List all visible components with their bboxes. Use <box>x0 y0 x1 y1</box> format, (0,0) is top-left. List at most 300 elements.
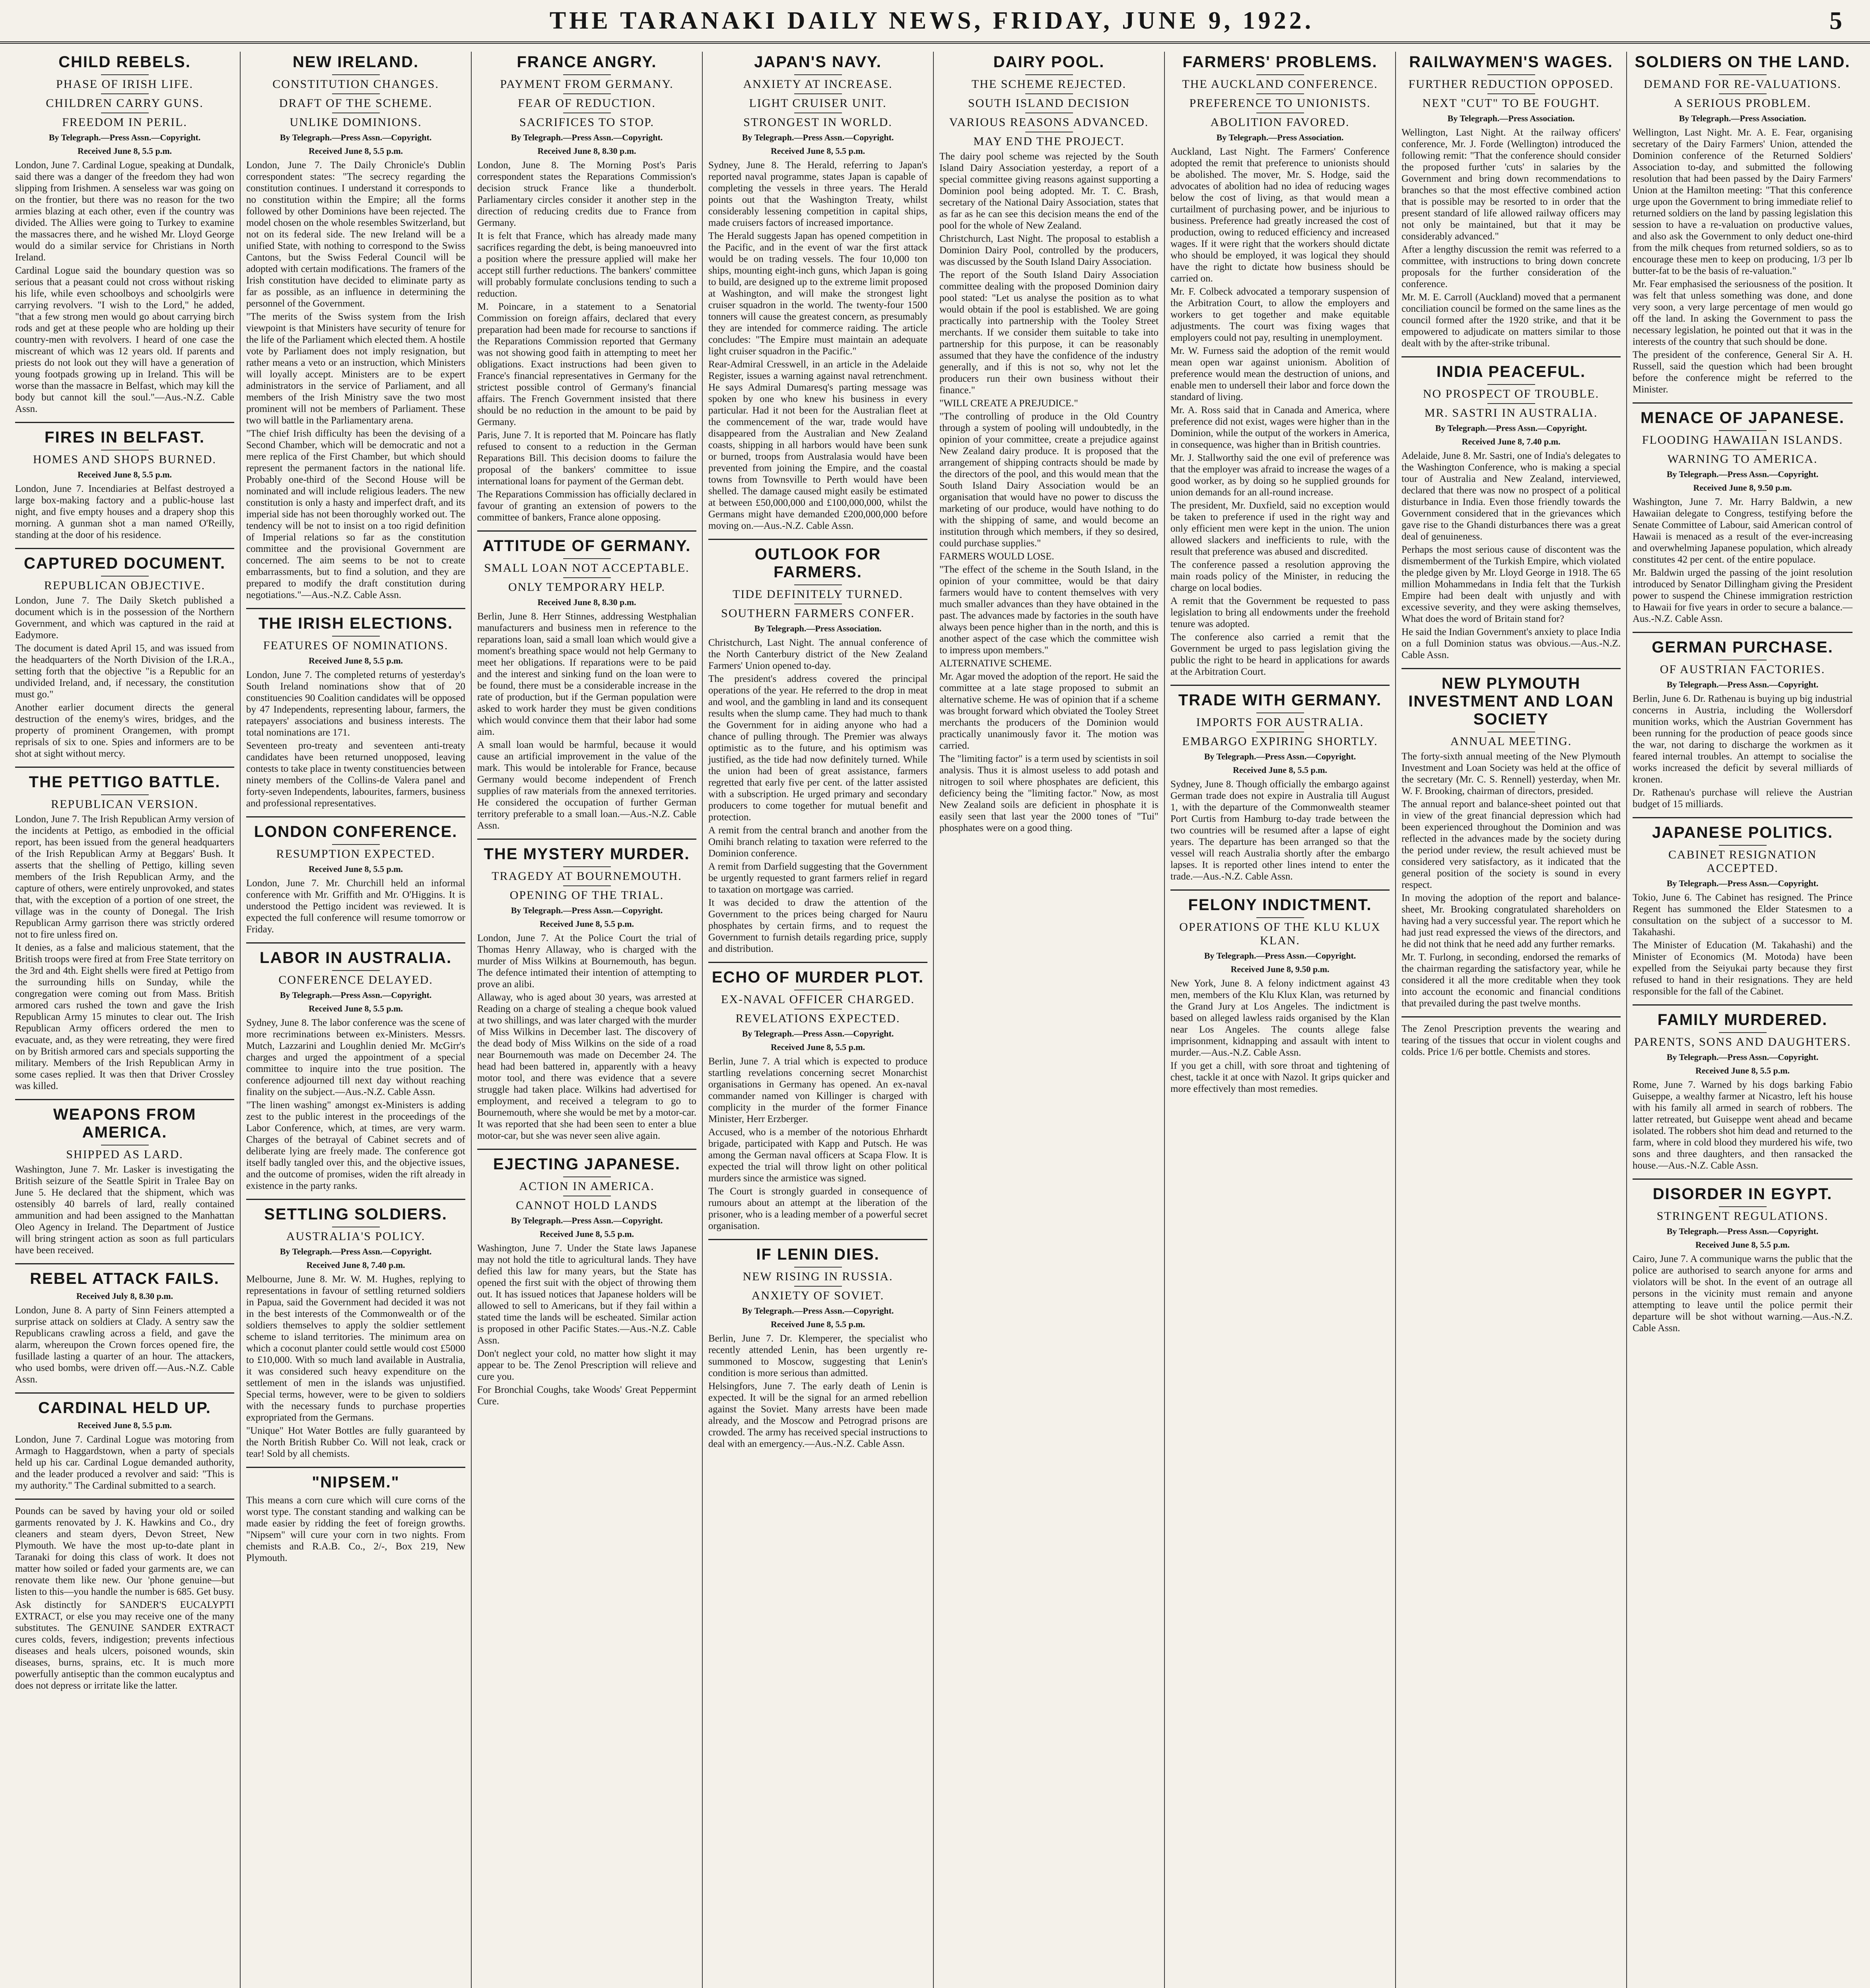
paragraph: "The chief Irish difficulty has been the devising of a Second Chamber, which will be democratic and not a mere replica of the First Chamber, but which should represent the permanent factors in the national life. Probably one-third of the Second House will be nominated and will include religious leaders. The new constitution is only a hasty and imperfect draft, and its imperial side has not been thoroughly worked out. The tendency will be not to insist on a too rigid definition of Imperial relations so far as the constitution committee and the provisional Government are concerned. The aim seems to be not to create embarrassments, but to find a solution, and they are prepared to modify the draft constitution during negotiations."—Aus.-N.Z. Cable Assn. <box>246 428 465 600</box>
headline-divider <box>1719 93 1767 94</box>
article <box>15 53 234 415</box>
paragraph: "The effect of the scheme in the South Island, in the opinion of your committee, would be that dairy farmers would have to content themselves with very much smaller advances than they have obtained in the past. The advances made by factories in the south have always been pence higher than in the north, and this is another aspect of the case which the committee wish to impress upon members." <box>939 564 1159 656</box>
paragraph: A remit from the central branch and another from the Omihi branch relating to taxation were referred to the Dominion conference. <box>708 825 927 859</box>
paragraph: Washington, June 7. Mr. Lasker is investigating the British seizure of the Seattle Spirit in Tralee Bay on June 5. He declared that the shipment, which was ostensibly 40 barrels of lard, really contained ammunition and had been assigned to the Manhattan Oleo Agency in Ireland. The Department of Justice will bring stringent action as soon as full particulars have been received. <box>15 1164 234 1256</box>
article <box>246 1199 465 1460</box>
paragraph: The conference passed a resolution approving the main roads policy of the Minister, in reducing the charge on local bodies. <box>1170 559 1390 593</box>
paragraph: The president's address covered the principal operations of the year. He referred to the drop in meat and wool, and the gambling in land and its consequent results when the slump came. They had much to thank the Government for in aiding anyone who had a chance of pulling through. The Premier was always optimistic as to the future, and his optimism was justified, as the tide had now definitely turned. While the union had been of great assistance, farmers regretted that early five per cent. of the latter assisted with a subscription. He urged primary and secondary producers to come together for mutual benefit and protection. <box>708 674 927 823</box>
headline-divider <box>101 794 149 795</box>
dateline: Received June 8, 5.5 p.m. <box>308 1004 403 1013</box>
dateline: By Telegraph.—Press Association. <box>1447 113 1575 123</box>
paragraph: London, June 7. Incendiaries at Belfast destroyed a large box-making factory and a public-house last night, and five empty houses and a drapery shop this morning. A gunman shot a man named O'Reilly, standing at the door of his residence. <box>15 483 234 540</box>
article-subheadline: DRAFT OF THE SCHEME. <box>279 97 433 110</box>
article-headline: MENACE OF JAPANESE. <box>1641 409 1845 427</box>
dateline: Received June 8, 5.5 p.m. <box>1695 1240 1790 1250</box>
article-subheadline: PARENTS, SONS AND DAUGHTERS. <box>1634 1035 1851 1048</box>
article <box>477 53 696 523</box>
article-subheadline: MAY END THE PROJECT. <box>973 135 1125 148</box>
article-subheadline: RESUMPTION EXPECTED. <box>276 847 435 860</box>
headline-divider <box>1487 403 1535 404</box>
headline-divider <box>1256 917 1304 918</box>
paragraph: Mr. Agar moved the adoption of the report. He said the committee at a late stage proposed to submit an alternative scheme. He was of opinion that if a scheme was brought forward which obviated the Tooley Street merchants the producers of the Dominion would practically unanimously favor it. The motion was carried. <box>939 671 1159 751</box>
paragraph: Mr. M. E. Carroll (Auckland) moved that a permanent conciliation council be formed on the same lines as the council formed after the 1920 strike, and that it be empowered to adjudicate on matters similar to those dealt with by the after-strike tribunal. <box>1402 292 1621 349</box>
article-subheadline: DEMAND FOR RE-VALUATIONS. <box>1644 78 1841 91</box>
article-subheadline: STRONGEST IN WORLD. <box>743 116 892 129</box>
dateline: By Telegraph.—Press Assn.—Copyright. <box>1666 469 1819 479</box>
dateline: Received June 8, 5.5 p.m. <box>308 146 403 156</box>
paragraph: London, June 7. The Daily Sketch published a document which is in the possession of the Northern Government, and which was captured in the raid at Eadymore. <box>15 595 234 641</box>
headline-divider <box>563 558 611 559</box>
article <box>15 767 234 1092</box>
dateline: Received June 8, 5.5 p.m. <box>77 470 172 480</box>
article-subheadline: ONLY TEMPORARY HELP. <box>508 580 666 594</box>
headline-divider <box>1487 93 1535 94</box>
article <box>246 53 465 601</box>
dateline: By Telegraph.—Press Assn.—Copyright. <box>1666 1052 1819 1062</box>
dateline: By Telegraph.—Press Association. <box>754 623 882 633</box>
dateline: Received June 8, 7.40 p.m. <box>306 1260 405 1270</box>
article <box>15 422 234 541</box>
article-headline: THE MYSTERY MURDER. <box>484 845 690 863</box>
paragraph: London, June 7. The Irish Republican Army version of the incidents at Pettigo, as embodied in the official report, has been issued from the general headquarters of the Irish Republican Army at Beggars' Bush. It asserts that the shelling of Pettigo, killing seven members of the Irish Republican Army, and the capture of others, were entirely unprovoked, and states that, with the exception of a portion of one street, the village was in the county of Donegal. The Irish Republican Army garrison there was strictly ordered not to fire unless fired on. <box>15 814 234 940</box>
article <box>15 548 234 759</box>
paragraph: Sydney, June 8. The Herald, referring to Japan's reported naval programme, states Japan is capable of completing the vessels in three years. The Herald points out that the Washington Treaty, whilst considerably lessening competition in capital ships, made cruisers factors of increased importance. <box>708 160 927 228</box>
article-subheadline: REPUBLICAN VERSION. <box>51 798 198 811</box>
article-subheadline: EX-NAVAL OFFICER CHARGED. <box>721 993 915 1006</box>
dateline: By Telegraph.—Press Association. <box>1679 113 1806 123</box>
headline-divider <box>332 844 380 845</box>
article-subheadline: VARIOUS REASONS ADVANCED. <box>949 116 1149 129</box>
headline-divider <box>332 74 380 75</box>
paragraph: A remit from Darfield suggesting that the Government be urgently requested to grant farmers relief in regard to taxation on mortgage was carried. <box>708 861 927 895</box>
paragraph: London, June 7. At the Police Court the trial of Thomas Henry Allaway, who is charged with the murder of Miss Wilkins at Bournemouth, has begun. The defence intimated their intention of attempting to prove an alibi. <box>477 933 696 990</box>
article <box>1402 1016 1621 1058</box>
article-subheadline: REPUBLICAN OBJECTIVE. <box>44 579 206 592</box>
dateline: By Telegraph.—Press Assn.—Copyright. <box>280 1246 432 1256</box>
column <box>1396 52 1627 1988</box>
article <box>1170 685 1390 882</box>
paragraph: Wellington, Last Night. Mr. A. E. Fear, organising secretary of the Dairy Farmers' Union, attended the Dominion conference of the Returned Soldiers' Association to-day, and submitted the following resolution that had been passed by the Dairy Farmers' Union at the Hamilton meeting: "That this conference urge upon the Government to bring immediate relief to returned soldiers on the land by passing legislation this session to have a re-valuation on productive values, and also ask the Government to only deduct one-third from the milk cheques from returned soldiers, so as to encourage these men to keep on producing, 1/3 per lb butter-fat to be the basis of re-valuation." <box>1633 127 1853 276</box>
dateline: Received June 8, 5.5 p.m. <box>770 1319 865 1329</box>
headline-divider <box>563 1176 611 1177</box>
article <box>939 53 1159 834</box>
article-headline: WEAPONS FROM AMERICA. <box>53 1106 196 1141</box>
article-subheadline: A SERIOUS PROBLEM. <box>1674 97 1812 110</box>
paragraph: Berlin, June 6. Dr. Rathenau is buying up big industrial concerns in Austria, including the Wollersdorf munition works, which the Austrian Government has been running for the production of peace goods since the war, not daring to discharge the workmen as it feared internal troubles. An attempt to socialise the works increased the deficit by several milliards of kronen. <box>1633 693 1853 785</box>
article <box>15 1263 234 1385</box>
paragraph: Mr. Baldwin urged the passing of the joint resolution introduced by Senator Dillingham giving the President power to suspend the Chinese immigration restriction to Hawaii for five years in order to secure a balance.—Aus.-N.Z. Cable Assn. <box>1633 567 1853 624</box>
paragraph: Another earlier document directs the general destruction of the enemy's wires, bridges, and the property of prominent Orangemen, with prompt reprisals of six to one. Spies and informers are to be shot at sight without mercy. <box>15 702 234 759</box>
article-headline: LONDON CONFERENCE. <box>254 823 458 841</box>
headline-divider <box>332 636 380 637</box>
article-subheadline: FEATURES OF NOMINATIONS. <box>263 639 449 652</box>
paragraph: If you get a chill, with sore throat and tightening of chest, tackle it at once with Nazol. It grips quicker and more effectively than most remedies. <box>1170 1060 1390 1094</box>
article <box>1402 356 1621 661</box>
article-subheadline: THE AUCKLAND CONFERENCE. <box>1182 78 1378 91</box>
dateline: Received June 8, 5.5 p.m. <box>770 1042 865 1052</box>
article-subheadline: FURTHER REDUCTION OPPOSED. <box>1408 78 1614 91</box>
paragraph: It was decided to draw the attention of the Government to the prices being charged for Nauru phosphates by certain firms, and to request the Government to furnish details regarding price, supply and distribution. <box>708 897 927 954</box>
article <box>15 1099 234 1256</box>
paragraph: It is felt that France, which has already made many sacrifices regarding the debt, is being manoeuvred into a position where the pressure applied will make her accept still further reductions. The bankers' committee will probably formulate conclusions tending to such a reduction. <box>477 231 696 299</box>
article-subheadline: ANXIETY OF SOVIET. <box>751 1289 884 1302</box>
dateline: Received June 8, 8.30 p.m. <box>537 597 636 607</box>
article <box>1170 889 1390 1095</box>
paragraph: Don't neglect your cold, no matter how slight it may appear to be. The Zenol Prescription will relieve and cure you. <box>477 1348 696 1382</box>
column <box>241 52 472 1988</box>
dateline: Received June 8, 5.5 p.m. <box>1232 765 1328 775</box>
paragraph: London, June 7. Mr. Churchill held an informal conference with Mr. Griffith and Mr. O'Higgins. It is understood the Pettigo incident was reviewed. It is expected the full conference will resume tomorrow or Friday. <box>246 878 465 935</box>
paragraph: The Minister of Education (M. Takahashi) and the Minister of Economics (M. Motoda) have been expelled from the Seiyukai party because they first refused to hand in their resignations. They are held responsible for the fall of the Cabinet. <box>1633 940 1853 997</box>
article <box>477 839 696 1142</box>
article <box>1633 817 1853 997</box>
article <box>246 1467 465 1564</box>
article-subheadline: TRAGEDY AT BOURNEMOUTH. <box>492 870 682 883</box>
dateline: Received June 8, 5.5 p.m. <box>77 146 172 156</box>
paragraph: "Unique" Hot Water Bottles are fully guaranteed by the North British Rubber Co. Will not leak, crack or tear! Sold by all chemists. <box>246 1425 465 1459</box>
paragraph: Washington, June 7. Under the State laws Japanese may not hold the title to agricultural lands. They have defied this law for many years, but the State has opened the first suit with the object of throwing them out. It has issued notices that Japanese holders will be allowed to sell to Americans, but if they fail within a stated time the lands will be escheated. Similar action is proposed in other Pacific States.—Aus.-N.Z. Cable Assn. <box>477 1243 696 1346</box>
article-headline: FRANCE ANGRY. <box>517 53 657 71</box>
column <box>934 52 1165 1988</box>
headline-divider <box>101 74 149 75</box>
article-headline: ATTITUDE OF GERMANY. <box>482 537 691 555</box>
article-headline: FELONY INDICTMENT. <box>1188 896 1372 914</box>
paragraph: It denies, as a false and malicious statement, that the British troops were fired at from Free State territory on the 3rd and 4th. Eight shells were fired at Pettigo from the surrounding hills on Sunday, while the congregation were coming out from Mass. British armored cars rushed the town and gave the Irish Republican Army 15 minutes to clear out. The Irish Republican Army officers ordered the men to evacuate, and, as they were retreating, they were fired on by British armored cars and specials supporting the military. Members of the Irish Republican Army in some cases replied. It was then that Driver Crossley was killed. <box>15 942 234 1091</box>
article <box>708 1239 927 1450</box>
article-subheadline: UNLIKE DOMINIONS. <box>290 116 422 129</box>
column <box>472 52 703 1988</box>
article-headline: FARMERS' PROBLEMS. <box>1182 53 1378 71</box>
paragraph: Helsingfors, June 7. The early death of Lenin is expected. It will be the signal for an armed rebellion against the Soviet. Many arrests have been made already, and the Moscow and Petrograd prisons are crowded. The army has received special instructions to deal with an emergency.—Aus.-N.Z. Cable Assn. <box>708 1381 927 1449</box>
headline-divider <box>563 93 611 94</box>
article-subheadline: AUSTRALIA'S POLICY. <box>286 1230 426 1243</box>
newspaper-columns <box>10 52 1860 1988</box>
paragraph: London, June 8. The Morning Post's Paris correspondent states the Reparations Commission's decision struck France like a thunderbolt. Parliamentary circles consider it another step in the direction of reducing credits due to France from Germany. <box>477 160 696 228</box>
paragraph: The document is dated April 15, and was issued from the headquarters of the North Division of the I.R.A., setting forth that the objective "is a Republic for an undivided Ireland, and, if necessary, the constitution must go." <box>15 643 234 700</box>
headline-divider <box>563 74 611 75</box>
article-headline: CAPTURED DOCUMENT. <box>23 555 226 572</box>
dateline: Received June 8, 5.5 p.m. <box>539 919 634 929</box>
dateline: By Telegraph.—Press Assn.—Copyright. <box>742 1306 894 1316</box>
paragraph: Mr. Fear emphasised the seriousness of the position. It was felt that unless something was done, and done very soon, a very large percentage of men would go off the land. In asking the Government to pass the necessary legislation, he pointed out that it was in the interests of the country that such should be done. <box>1633 279 1853 347</box>
paragraph: London, June 7. Cardinal Logue, speaking at Dundalk, said there was a danger of the freedom they had won slipping from Irishmen. A senseless war was going on on the frontier, but there was no reason for the two armies blazing at each other, even if the country was divided. The Allies were going to Turkey to examine the massacres there, and he wished Mr. Lloyd George would do a similar service for Christians in North Ireland. <box>15 160 234 263</box>
paragraph: "The linen washing" amongst ex-Ministers is adding zest to the public interest in the proceedings of the Labor Conference, which, at times, are very warm. Charges of the betrayal of Cabinet secrets and of deliberate lying are freely made. The conference got itself badly tangled over this, and the objective issues, and the outcome of promises, widen the rift already in existence in the party ranks. <box>246 1100 465 1191</box>
dateline: Received June 8, 7.40 p.m. <box>1462 437 1561 447</box>
paragraph: M. Poincare, in a statement to a Senatorial Commission on foreign affairs, declared that every preparation had been made for recourse to sanctions if the Reparations Commission reported that Germany was not showing good faith in attempting to meet her obligations. Exact instructions had been given to France's financial representatives in Germany for the strictest possible control of Germany's financial affairs. The French Government insisted that there should be no reduction in the amount to be paid by Germany. <box>477 301 696 427</box>
article-subheadline: SOUTHERN FARMERS CONFER. <box>721 607 915 620</box>
article-headline: NEW PLYMOUTH INVESTMENT AND LOAN SOCIETY <box>1408 675 1614 728</box>
article-headline: "NIPSEM." <box>312 1474 400 1491</box>
paragraph: London, June 7. Cardinal Logue was motoring from Armagh to Haggardstown, when a party of specials held up his car. Cardinal Logue demanded authority, and the leader produced a revolver and said: "This is my authority." The Cardinal submitted to a search. <box>15 1434 234 1491</box>
article-subheadline: ABOLITION FAVORED. <box>1210 116 1350 129</box>
article-headline: GERMAN PURCHASE. <box>1652 639 1833 656</box>
paragraph: Allaway, who is aged about 30 years, was arrested at Reading on a charge of stealing a cheque book valued at two shillings, and was later charged with the murder of Miss Wilkins in December last. The discovery of the dead body of Miss Wilkins on the side of a road near Bournemouth was made on December 24. The head had been battered in, apparently with a heavy motor tool, and there was evidence that a severe struggle had taken place. Wilkins had advertised for employment, and received a telegram to go to Bournemouth, where she would be met by a motor-car. It was reported that she had been seen to enter a blue motor-car, but she was never seen alive again. <box>477 992 696 1141</box>
paragraph: FARMERS WOULD LOSE. <box>939 551 1054 562</box>
headline-divider <box>332 970 380 971</box>
article-subheadline: HOMES AND SHOPS BURNED. <box>33 453 217 466</box>
dateline: Received June 8, 9.50 p.m. <box>1230 964 1330 974</box>
article-subheadline: STRINGENT REGULATIONS. <box>1656 1209 1829 1223</box>
dateline: By Telegraph.—Press Assn.—Copyright. <box>1204 951 1356 961</box>
paragraph: For Bronchial Coughs, take Woods' Great Peppermint Cure. <box>477 1384 696 1407</box>
paragraph: Berlin, June 7. Dr. Klemperer, the specialist who recently attended Lenin, has been urgently re-summoned to Moscow, suggesting that Lenin's condition is more serious than admitted. <box>708 1333 927 1378</box>
dateline: Received June 8, 5.5 p.m. <box>539 1229 634 1239</box>
headline-divider <box>1719 74 1767 75</box>
headline-divider <box>563 885 611 886</box>
article-subheadline: NEW RISING IN RUSSIA. <box>743 1270 893 1283</box>
dateline: Received July 8, 8.30 p.m. <box>76 1291 173 1301</box>
paragraph: The annual report and balance-sheet pointed out that in view of the great financial depression which had been experienced throughout the Dominion and was reflected in the advances made by the society during the period under review, the result achieved must be considered very satisfactory, as it indicated that the general position of the society is sound in every respect. <box>1402 799 1621 890</box>
paragraph: Christchurch, Last Night. The proposal to establish a Dominion Dairy Pool, controlled by the producers, was discussed by the South Island Dairy Association. <box>939 233 1159 267</box>
article <box>1633 632 1853 810</box>
paragraph: Perhaps the most serious cause of discontent was the dismemberment of the Turkish Empire, which violated the pledge given by Mr. Lloyd George in 1918. The 65 million Mohammedans in India felt that the Turkish Empire had been dealt with unjustly and with excessive severity, and they were asking themselves, What does the word of Britain stand for? <box>1402 544 1621 624</box>
dateline: By Telegraph.—Press Assn.—Copyright. <box>742 1029 894 1039</box>
headline-divider <box>794 584 842 585</box>
dateline: By Telegraph.—Press Assn.—Copyright. <box>1204 751 1356 761</box>
dateline: By Telegraph.—Press Assn.—Copyright. <box>1666 878 1819 888</box>
article <box>1402 53 1621 349</box>
article <box>477 530 696 831</box>
article-headline: DISORDER IN EGYPT. <box>1652 1185 1833 1203</box>
article-subheadline: ANXIETY AT INCREASE. <box>743 78 893 91</box>
dateline: By Telegraph.—Press Assn.—Copyright. <box>742 132 894 142</box>
article-subheadline: NEXT "CUT" TO BE FOUGHT. <box>1422 97 1600 110</box>
dateline: By Telegraph.—Press Assn.—Copyright. <box>1666 1226 1819 1236</box>
paragraph: Cardinal Logue said the boundary question was so serious that a peasant could not cross without risking his life, while even schoolboys and schoolgirls were carrying revolvers. "I wish to the Lord," he added, "that a few strong men would go about carrying birch rods and get at these people who are holding up their country-men with revolvers. I heard of one case the miscreant of which was 12 years old. If parents and priests do not look out they will have a generation of young footpads growing up in Ireland. This will be worse than the massacre in Belfast, which may kill the body but cannot kill the soul."—Aus.-N.Z. Cable Assn. <box>15 265 234 414</box>
paragraph: In moving the adoption of the report and balance-sheet, Mr. Brooking congratulated shareholders on having had a very successful year. The report which he had just read expressed the views of the directors, and he did not think that he need add any further remarks. <box>1402 893 1621 949</box>
headline-divider <box>1487 74 1535 75</box>
paragraph: Berlin, June 8. Herr Stinnes, addressing Westphalian manufacturers and business men in reference to the reparations loan, said a small loan which would give a moment's breathing space would not help Germany to meet her obligations. If reparations were to be paid and the interest and sinking fund on the loan were to be found, there must be a considerable increase in the rate of production, but if the German population were asked to work harder they must be given conditions which would convince them that their labor had some aim. <box>477 611 696 737</box>
paragraph: The forty-sixth annual meeting of the New Plymouth Investment and Loan Society was held at the office of the secretary (Mr. C. S. Rennell) yesterday, when Mr. W. F. Brooking, chairman of directors, presided. <box>1402 751 1621 796</box>
paragraph: Mr. W. Furness said the adoption of the remit would mean open war against unionism. Abolition of preference would mean the destruction of unions, and enable men to undersell their labor and force down the standard of living. <box>1170 346 1390 402</box>
paragraph: This means a corn cure which will cure corns of the worst type. The constant standing and walking can be made easier by ridding the feet of foreign growths. "Nipsem" will cure your corn in two nights. From chemists and R.A.B. Co., 2/-, Box 219, New Plymouth. <box>246 1495 465 1563</box>
article-headline: NEW IRELAND. <box>292 53 419 71</box>
article-headline: SETTLING SOLDIERS. <box>264 1206 447 1223</box>
paragraph: Adelaide, June 8. Mr. Sastri, one of India's delegates to the Washington Conference, who is making a special tour of Australia and New Zealand, interviewed, declared that there was now no prospect of a political disturbance in India. Even those friendly towards the Government considered that in the grievances which gave rise to the Ghandi disturbances there was a great deal of genuineness. <box>1402 450 1621 542</box>
dateline: By Telegraph.—Press Assn.—Copyright. <box>1435 423 1587 433</box>
headline-divider <box>1719 449 1767 450</box>
article-headline: OUTLOOK FOR FARMERS. <box>754 546 881 581</box>
article-headline: CARDINAL HELD UP. <box>38 1399 211 1417</box>
headline-divider <box>563 866 611 867</box>
article <box>1633 1004 1853 1171</box>
paragraph: London, June 8. A party of Sinn Feiners attempted a surprise attack on soldiers at Clady. A sentry saw the Republicans crawling across a field, and gave the alarm, whereupon the Crown forces opened fire, the fusillade lasting a quarter of an hour. The attackers, who used bombs, were driven off.—Aus.-N.Z. Cable Assn. <box>15 1305 234 1385</box>
paragraph: Seventeen pro-treaty and seventeen anti-treaty candidates have been returned unopposed, leaving contests to take place in twenty constituencies between ninety members of the Collins-de Valera panel and forty-seven Independents, labourites, farmers, business and professional representatives. <box>246 740 465 809</box>
paragraph: A small loan would be harmful, because it would cause an artificial improvement in the value of the mark. This would be intolerable for France, because Germany would become independent of French supplies of raw materials from the annexed territories. He considered the occupation of further German territory preferable to a small loan.—Aus.-N.Z. Cable Assn. <box>477 740 696 831</box>
article-subheadline: CANNOT HOLD LANDS <box>516 1199 658 1212</box>
article-subheadline: OPENING OF THE TRIAL. <box>509 889 664 902</box>
article-subheadline: FREEDOM IN PERIL. <box>62 116 187 129</box>
headline-divider <box>794 93 842 94</box>
article-headline: REBEL ATTACK FAILS. <box>30 1270 220 1287</box>
article-subheadline: SOUTH ISLAND DECISION <box>968 97 1130 110</box>
newspaper-title: THE TARANAKI DAILY NEWS, FRIDAY, JUNE 9, 1922. <box>549 7 1314 34</box>
headline-divider <box>794 1286 842 1287</box>
article-headline: FAMILY MURDERED. <box>1657 1011 1828 1029</box>
paragraph: Ask distinctly for SANDER'S EUCALYPTI EXTRACT, or else you may receive one of the many substitutes. The GENUINE SANDER EXTRACT cures colds, fevers, indigestion; prevents infectious diseases and heals ulcers, poisoned wounds, skin diseases, burns, sprains, etc. It is much more powerfully antiseptic than the common eucalyptus and does not depress or irritate like the latter. <box>15 1600 234 1691</box>
article <box>246 942 465 1192</box>
paragraph: "WILL CREATE A PREJUDICE." <box>939 398 1078 409</box>
paragraph: London, June 7. The Daily Chronicle's Dublin correspondent states: "The secrecy regarding the constitution continues. I understand it corresponds to no constitution within the Empire; all the forms followed by other Dominions have been rejected. The model chosen on the whole resembles Switzerland, but not on its federal side. The new Ireland will be a unified State, with nothing to correspond to the Swiss Cantons, but the Swiss Federal Council will be adopted with certain modifications. The framers of the Irish constitution have decided to eliminate party as far as possible, as an influence in determining the personnel of the Government. <box>246 160 465 309</box>
page-number: 5 <box>1829 6 1842 35</box>
paragraph: Dr. Rathenau's purchase will relieve the Austrian budget of 15 milliards. <box>1633 787 1853 810</box>
paragraph: Paris, June 7. It is reported that M. Poincare has flatly refused to consent to a reduction in the German Reparations Bill. This decision dooms to failure the proposal of the bankers' committee to issue international loans for payment of the German debt. <box>477 430 696 487</box>
article-headline: EJECTING JAPANESE. <box>493 1155 680 1173</box>
dateline: By Telegraph.—Press Assn.—Copyright. <box>280 132 432 142</box>
article <box>708 539 927 955</box>
article-subheadline: REVELATIONS EXPECTED. <box>735 1012 900 1025</box>
dateline: Received June 8, 5.5 p.m. <box>308 864 403 874</box>
dateline: By Telegraph.—Press Assn.—Copyright. <box>511 132 663 142</box>
paragraph: Accused, who is a member of the notorious Ehrhardt brigade, participated with Kapp and Putsch. He was among the German naval officers at Scapa Flow. It is expected the trial will throw light on other political murders since the armistice was signed. <box>708 1127 927 1184</box>
article-subheadline: NO PROSPECT OF TROUBLE. <box>1423 387 1600 400</box>
column <box>10 52 241 1988</box>
paragraph: "The merits of the Swiss system from the Irish viewpoint is that Ministers have security of tenure for the life of the Parliament which elected them. A hostile vote by Parliament does not imply resignation, but rather means a veto or an instruction, which Ministers will loyally accept. Ministers are to be expert administrators in the service of Parliament, and all members of the Irish Ministry save the two most prominent will not be members of Parliament. These two will battle in the Parliamentary arena. <box>246 311 465 426</box>
article-headline: INDIA PEACEFUL. <box>1436 363 1586 381</box>
headline-divider <box>1256 74 1304 75</box>
article-subheadline: ACTION IN AMERICA. <box>519 1180 655 1193</box>
paragraph: New York, June 8. A felony indictment against 43 men, members of the Klu Klux Klan, was returned by the Grand Jury at Los Angeles. The indictment is based on alleged lawless raids organised by the Klan near Los Angeles. The counts allege false imprisonment, kidnapping and assault with intent to murder.—Aus.-N.Z. Cable Assn. <box>1170 978 1390 1058</box>
article <box>477 1149 696 1407</box>
headline-divider <box>1025 74 1073 75</box>
paragraph: Mr. J. Stallworthy said the one evil of preference was that the employer was afraid to increase the wages of a good worker, as by doing so he supplied grounds for union demands for an all-round increase. <box>1170 452 1390 498</box>
article-headline: ECHO OF MURDER PLOT. <box>711 969 924 986</box>
paragraph: Melbourne, June 8. Mr. W. M. Hughes, replying to representations in favour of settling returned soldiers in Papua, said the Government had decided it was not in the best interests of the Commonwealth or of the soldiers themselves to apply the soldier settlement scheme to island territories. The minimum area on which a coconut planter could settle would cost £5000 to £10,000. With so much land available in Australia, it was considered such heavy expenditure on the settlement of men in the islands was unjustified. Special terms, however, were to be given to soldiers with the necessary funds to purchase properties expropriated from the Germans. <box>246 1274 465 1423</box>
headline-divider <box>1025 93 1073 94</box>
paragraph: The report of the South Island Dairy Association committee dealing with the proposed Dominion dairy pool stated: "Let us analyse the position as to what would obtain if the pool is established. We are going practically into partnership with the Tooley Street merchants. If we consider them suitable to take into partnership for this purpose, it can be reasonably assumed that they have the confidence of the industry generally, and if this is not so, why not let the producers run their own business without their finance." <box>939 270 1159 396</box>
paragraph: The "limiting factor" is a term used by scientists in soil analysis. Thus it is almost useless to add potash and nitrogen to soil where phosphates are deficient, this deficiency being the "limiting factor." Now, as most New Zealand soils are deficient in phosphate it is easily seen that last year the 2000 tones of "Tui" phosphates were on a good thing. <box>939 753 1159 833</box>
paragraph: The conference also carried a remit that the Government be urged to pass legislation giving the public the right to be heard in applications for awards at the Arbitration Court. <box>1170 632 1390 677</box>
dateline: By Telegraph.—Press Assn.—Copyright. <box>511 905 663 915</box>
dateline: Received June 8, 5.5 p.m. <box>77 1420 172 1430</box>
dateline: Received June 8, 8.30 p.m. <box>537 146 636 156</box>
article-headline: THE PETTIGO BATTLE. <box>29 773 221 791</box>
paragraph: ALTERNATIVE SCHEME. <box>939 658 1052 669</box>
paragraph: London, June 7. The completed returns of yesterday's South Ireland nominations show that of 20 constituencies 90 Coalition candidates will be opposed by 47 Independents, representing labour, farmers, the ratepayers' associations and business interests. The total nominations are 171. <box>246 670 465 738</box>
article <box>1633 402 1853 625</box>
article-headline: LABOR IN AUSTRALIA. <box>259 949 452 967</box>
headline-divider <box>332 93 380 94</box>
headline-divider <box>794 1267 842 1268</box>
article <box>15 1392 234 1491</box>
paragraph: The president of the conference, General Sir A. H. Russell, said the question which had been brought before the conference might be referred to the Minister. <box>1633 349 1853 395</box>
headline-divider <box>794 1009 842 1010</box>
article <box>1170 53 1390 678</box>
article-subheadline: FEAR OF REDUCTION. <box>518 97 656 110</box>
headline-divider <box>1256 93 1304 94</box>
paragraph: Christchurch, Last Night. The annual conference of the North Canterbury district of the New Zealand Farmers' Union opened to-day. <box>708 637 927 671</box>
article-subheadline: PAYMENT FROM GERMANY. <box>500 78 674 91</box>
paragraph: Sydney, June 8. Though officially the embargo against German trade does not expire in Australia till August 1, with the departure of the Commonwealth steamer Port Curtis from Hamburg to-day trade between the two countries will be resumed after a lapse of eight years. The departure has been arranged so that the vessel will reach Australia shortly after the embargo lapses. It is reported other lines intend to enter the trade.—Aus.-N.Z. Cable Assn. <box>1170 779 1390 882</box>
article <box>708 53 927 532</box>
paragraph: The Zenol Prescription prevents the wearing and tearing of the tissues that occur in violent coughs and colds. Price 1/6 per bottle. Chemists and stores. <box>1402 1023 1621 1057</box>
article-subheadline: CONSTITUTION CHANGES. <box>272 78 439 91</box>
paragraph: Mr. A. Ross said that in Canada and America, where preference did not exist, wages were higher than in the Dominion, while the output of the workers in America, in consequence, was higher than in British countries. <box>1170 405 1390 450</box>
article-headline: SOLDIERS ON THE LAND. <box>1635 53 1851 71</box>
article-subheadline: TIDE DEFINITELY TURNED. <box>733 588 903 601</box>
article-subheadline: MR. SASTRI IN AUSTRALIA. <box>1424 406 1598 419</box>
paragraph: Wellington, Last Night. At the railway officers' conference, Mr. J. Forde (Wellington) introduced the following remit: "That the conference should consider the proposed further 'cuts' in salaries by the Government and bring down recommendations to branches so that the most effective combined action that is possible may be resorted to in order that the present standard of life allowed railway officers may not only be maintained, but that it may be considerably advanced." <box>1402 127 1621 242</box>
paragraph: He said the Indian Government's anxiety to place India on a full Dominion status was obvious.—Aus.-N.Z. Cable Assn. <box>1402 627 1621 660</box>
paragraph: Auckland, Last Night. The Farmers' Conference adopted the remit that preference to unionists should be abolished. The mover, Mr. S. Hodge, said the advocates of abolition had no idea of reducing wages below the cost of living, as that would mean a curtailment of purchasing power, and be injurious to business. Preference had greatly increased the cost of production, owing to reduced efficiency and increased wages. If it were right that the workers should dictate who should be employed, it was logical they should have the right to dictate how business should be carried on. <box>1170 146 1390 284</box>
paragraph: The Herald suggests Japan has opened competition in the Pacific, and in the event of war the first attack would be on trading vessels. The four 10,000 ton ships, mounting eight-inch guns, which Japan is going to build, are designed up to the extreme limit proposed at Washington, and will make the strongest light cruiser squadron in the world. The twenty-four 1500 tonners will cause the greatest concern, as presumably they are intended for commerce raiding. The article concludes: "The Empire must maintain an adequate light cruiser squadron in the Pacific." <box>708 231 927 357</box>
dateline: By Telegraph.—Press Assn.—Copyright. <box>280 990 432 1000</box>
article <box>708 962 927 1232</box>
article-headline: JAPAN'S NAVY. <box>754 53 882 71</box>
article-headline: DAIRY POOL. <box>993 53 1105 71</box>
paragraph: The dairy pool scheme was rejected by the South Island Dairy Association yesterday, a report of a special committee giving reasons against supporting a Dominion pool being adopted. Mr. T. C. Brash, secretary of the National Dairy Association, states that as far as he can see this decision means the end of the pool for the whole of New Zealand. <box>939 151 1159 231</box>
masthead <box>0 0 1870 44</box>
article-subheadline: CHILDREN CARRY GUNS. <box>46 97 204 110</box>
article-subheadline: EMBARGO EXPIRING SHORTLY. <box>1182 735 1378 748</box>
article-subheadline: PHASE OF IRISH LIFE. <box>56 78 194 91</box>
article <box>246 816 465 935</box>
dateline: Received June 8, 9.50 p.m. <box>1693 483 1792 493</box>
paragraph: Berlin, June 7. A trial which is expected to produce startling revelations concerning secret Monarchist organisations in Germany has opened. An ex-naval commander named von Killinger is charged with complicity in the murder of the former Finance Minister, Herr Erzberger. <box>708 1056 927 1124</box>
paragraph: Pounds can be saved by having your old or soiled garments renovated by J. K. Hawkins and Co., dry cleaners and steam dyers, Devon Street, New Plymouth. We have the most up-to-date plant in Taranaki for doing this class of work. It does not matter how soiled or faded your garments are, we can renovate them like new. Our 'phone genuine—but listen to this—you handle the number is 685. Get busy. <box>15 1506 234 1597</box>
headline-divider <box>794 74 842 75</box>
article-subheadline: FLOODING HAWAIIAN ISLANDS. <box>1642 433 1843 447</box>
headline-divider <box>1719 1032 1767 1033</box>
article-headline: JAPANESE POLITICS. <box>1652 824 1833 841</box>
dateline: By Telegraph.—Press Assn.—Copyright. <box>49 132 201 142</box>
article-subheadline: CONFERENCE DELAYED. <box>278 973 433 986</box>
page-number-left <box>28 6 34 35</box>
article-subheadline: SMALL LOAN NOT ACCEPTABLE. <box>484 561 690 575</box>
article-headline: TRADE WITH GERMANY. <box>1178 691 1382 709</box>
paragraph: Mr. F. Colbeck advocated a temporary suspension of the Arbitration Court, to allow the employers and workers to get together and make equitable adjustments. The court was fixing wages that employers could not pay, resulting in unemployment. <box>1170 286 1390 343</box>
article-headline: IF LENIN DIES. <box>756 1246 880 1263</box>
dateline: By Telegraph.—Press Association. <box>1216 132 1344 142</box>
article-headline: CHILD REBELS. <box>58 53 191 71</box>
article-subheadline: SACRIFICES TO STOP. <box>519 116 654 129</box>
article <box>1633 1178 1853 1334</box>
paragraph: Sydney, June 8. The labor conference was the scene of more recriminations between ex-Ministers. Messrs. Mutch, Lazzarini and Loughlin denied Mr. McGirr's charges and urged the appointment of a special committee to inquire into the true position. The conference adjourned till next day without reaching finality on the subject.—Aus.-N.Z. Cable Assn. <box>246 1017 465 1097</box>
paragraph: A remit that the Government be requested to pass legislation to bring all endowments under the freehold tenure was adopted. <box>1170 596 1390 629</box>
dateline: Received June 8, 5.5 p.m. <box>770 146 865 156</box>
paragraph: Washington, June 7. Mr. Harry Baldwin, a new Hawaiian delegate to Congress, testifying before the Senate Committee of Labour, said American control of Hawaii is menaced as a result of the ever-increasing and overwhelming Japanese population, which already constitutes 42 per cent. of the entire populace. <box>1633 497 1853 565</box>
headline-divider <box>101 576 149 577</box>
article-subheadline: PREFERENCE TO UNIONISTS. <box>1189 97 1371 110</box>
column <box>1627 52 1858 1988</box>
article <box>15 1499 234 1691</box>
headline-divider <box>563 577 611 578</box>
article-subheadline: LIGHT CRUISER UNIT. <box>749 97 887 110</box>
paragraph: Rear-Admiral Cresswell, in an article in the Adelaide Register, issues a warning against naval retrenchment. He says Admiral Dumaresq's parting message was spoken by one who knew his business in every particular. Had it not been for the Australian fleet at the commencement of the war, trade would have disappeared from the Australian and New Zealand coasts, shipping in all harbors would have been sunk or burned, troops from Australasia would have been prevented from joining the Empire, and the coastal towns from Townsville to Perth would have been shelled. The damage caused might easily be estimated at between £50,000,000 and £100,000,000, whilst the Germans might have demanded £200,000,000 before moving on.—Aus.-N.Z. Cable Assn. <box>708 359 927 531</box>
headline-divider <box>1487 384 1535 385</box>
paragraph: The Reparations Commission has officially declared in favour of granting an extension of powers to the committee of bankers, France alone opposing. <box>477 489 696 523</box>
paragraph: The Court is strongly guarded in consequence of rumours about an attempt at the liberation of the prisoner, who is a leading member of a powerful secret organisation. <box>708 1186 927 1231</box>
column <box>1165 52 1396 1988</box>
headline-divider <box>1256 712 1304 713</box>
dateline: By Telegraph.—Press Assn.—Copyright. <box>511 1215 663 1225</box>
article-subheadline: OF AUSTRIAN FACTORIES. <box>1660 663 1825 676</box>
headline-divider <box>101 93 149 94</box>
article-headline: FIRES IN BELFAST. <box>45 429 205 446</box>
paragraph: Rome, June 7. Warned by his dogs barking Fabio Guiseppe, a wealthy farmer at Nicastro, left his house with his family all armed in search of robbers. The latter retreated, but Guiseppe went ahead and became isolated. The robbers shot him dead and returned to the farm, where in cold blood they murdered his wife, two sons and three daughters, and then ransacked the house.—Aus.-N.Z. Cable Assn. <box>1633 1079 1853 1171</box>
article-headline: THE IRISH ELECTIONS. <box>259 615 453 632</box>
article-subheadline: THE SCHEME REJECTED. <box>971 78 1127 91</box>
article <box>1633 53 1853 395</box>
paragraph: Tokio, June 6. The Cabinet has resigned. The Prince Regent has summoned the Elder Statesmen to a consultation on the subject of a successor to M. Takahashi. <box>1633 892 1853 938</box>
article-subheadline: WARNING TO AMERICA. <box>1667 452 1818 466</box>
article <box>1402 668 1621 1009</box>
headline-divider <box>1719 1206 1767 1207</box>
paragraph: After a lengthy discussion the remit was referred to a committee, with instructions to bring down concrete proposals for the further consideration of the conference. <box>1402 244 1621 289</box>
headline-divider <box>1719 845 1767 846</box>
article-headline: RAILWAYMEN'S WAGES. <box>1409 53 1613 71</box>
column <box>703 52 934 1988</box>
